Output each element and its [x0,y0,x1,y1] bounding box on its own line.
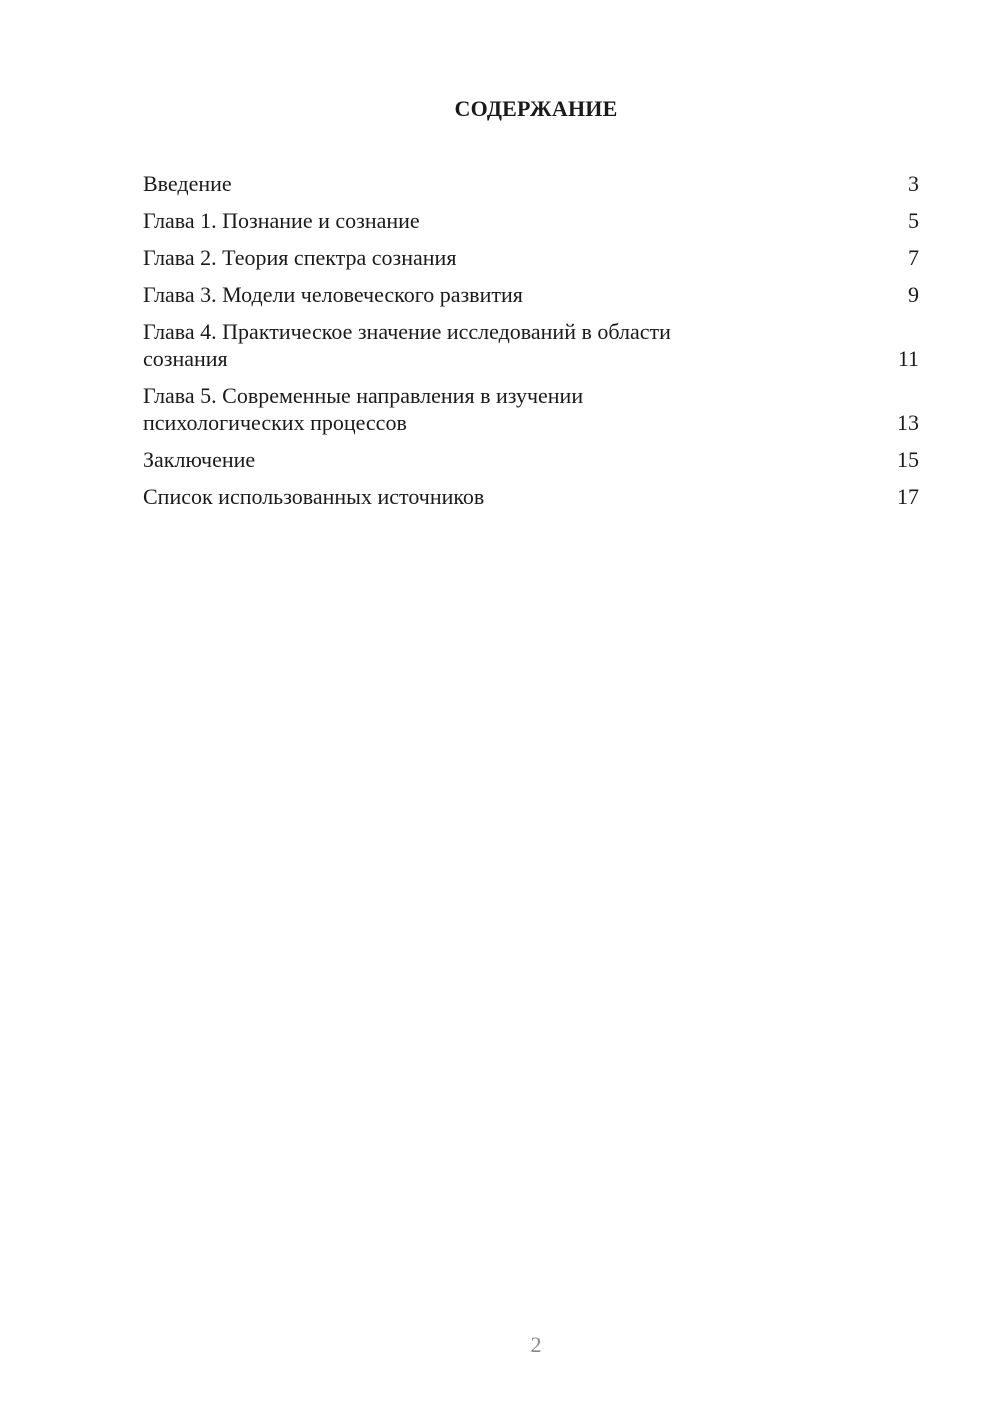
toc-entry [143,281,919,308]
toc-entry-label: Заключение [143,447,256,472]
toc-entry-page: 17 [897,484,919,509]
toc-entry [143,382,919,436]
toc-entry-label: Глава 3. Модели человеческого развития [143,282,523,307]
toc-entry-page: 15 [897,447,919,472]
toc-entry-page: 5 [908,208,919,233]
toc-entry-label: Глава 1. Познание и сознание [143,208,420,233]
page-number: 2 [530,1332,542,1357]
toc-entry-label: Глава 2. Теория спектра сознания [143,245,457,270]
toc-entry-label: Глава 5. Современные направления в изучении психологических процессов [143,383,584,435]
toc-entry [143,244,919,271]
toc-entry-label: Введение [143,171,232,196]
toc-entry-label: Глава 4. Практическое значение исследований в области сознания [143,319,671,371]
toc-list [143,170,919,520]
toc-entry-page: 9 [908,282,919,307]
toc-entry-page: 13 [897,410,919,435]
toc-entry [143,318,919,372]
toc-entry-page: 7 [908,245,919,270]
toc-entry [143,446,919,473]
toc-entry [143,483,919,510]
toc-title: СОДЕРЖАНИЕ [454,96,618,121]
toc-entry-page: 3 [908,171,919,196]
toc-entry [143,207,919,234]
toc-entry-label: Список использованных источников [143,484,485,509]
toc-entry-page: 11 [897,346,919,371]
toc-entry [143,170,919,197]
